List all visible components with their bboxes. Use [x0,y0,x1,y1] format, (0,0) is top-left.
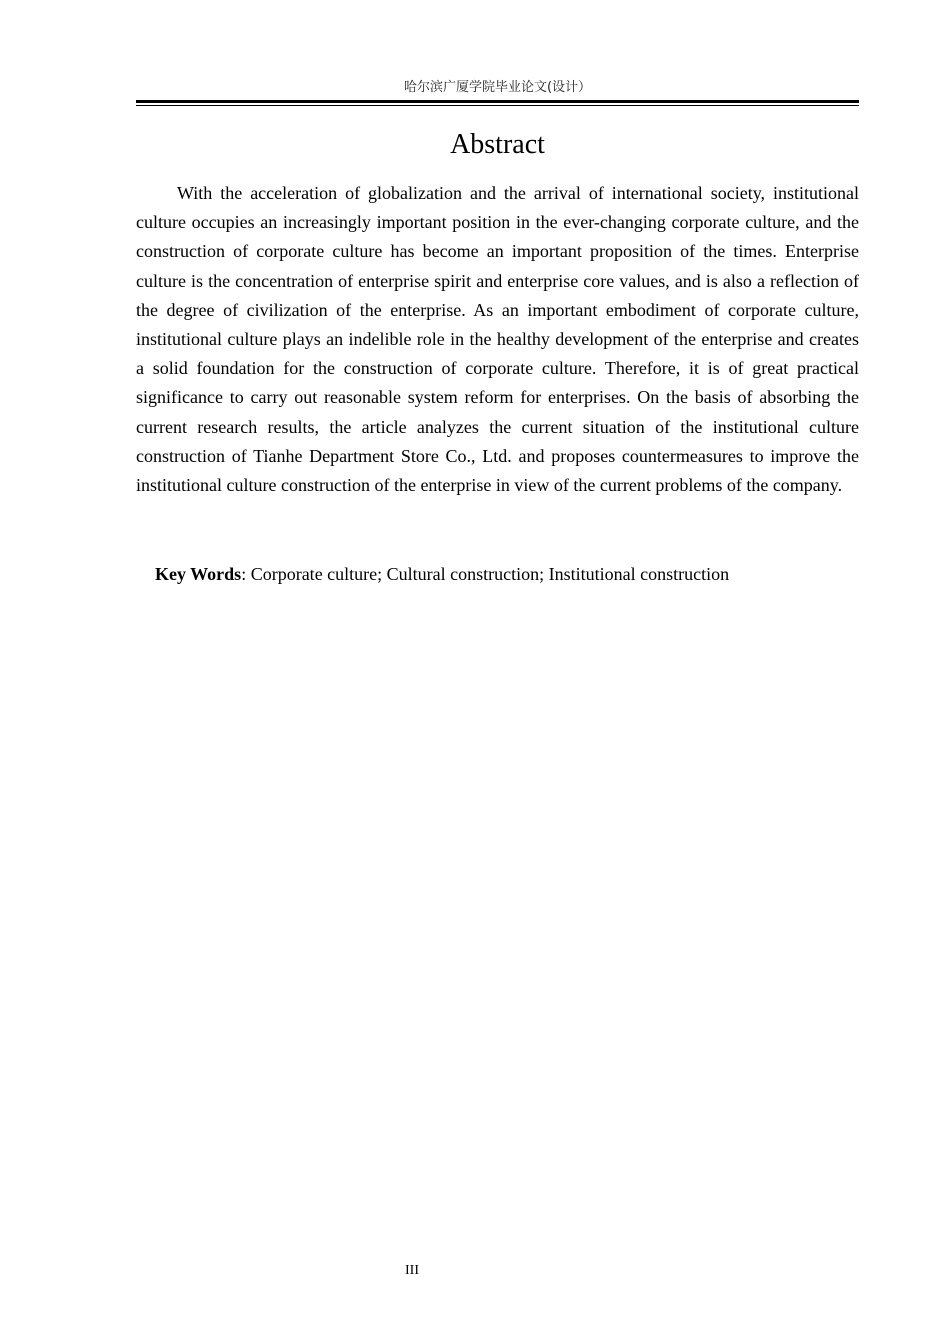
header-rule-thick [136,100,859,103]
abstract-title: Abstract [450,129,545,160]
abstract-body: With the acceleration of globalization and the arrival of international society, institutional culture occupies an increasingly important position in the ever-changing corporate culture, and the construction of corporate culture has become an important proposition of the times. Enterprise culture is the concentration of enterprise spirit and enterprise core values, and is also a reflection of the degree of civilization of the enterprise. As an important embodiment of corporate culture, institutional culture plays an indelible role in the healthy development of the enterprise and creates a solid foundation for the construction of corporate culture. Therefore, it is of great practical significance to carry out reasonable system reform for enterprises. On the basis of absorbing the current research results, the article analyzes the current situation of the institutional culture construction of Tianhe Department Store Co., Ltd. and proposes countermeasures to improve the institutional culture construction of the enterprise in view of the current problems of the company. [136,183,859,496]
header-rule-thin [136,105,859,106]
running-header: 哈尔滨广厦学院毕业论文(设计） [403,80,592,95]
keywords-value: Corporate culture; Cultural construction; Institutional construction [250,564,730,584]
page-number: III [405,1263,419,1278]
keywords-separator: : [241,564,251,584]
keywords-line [155,560,859,589]
keywords-label: Key Words [155,564,242,584]
